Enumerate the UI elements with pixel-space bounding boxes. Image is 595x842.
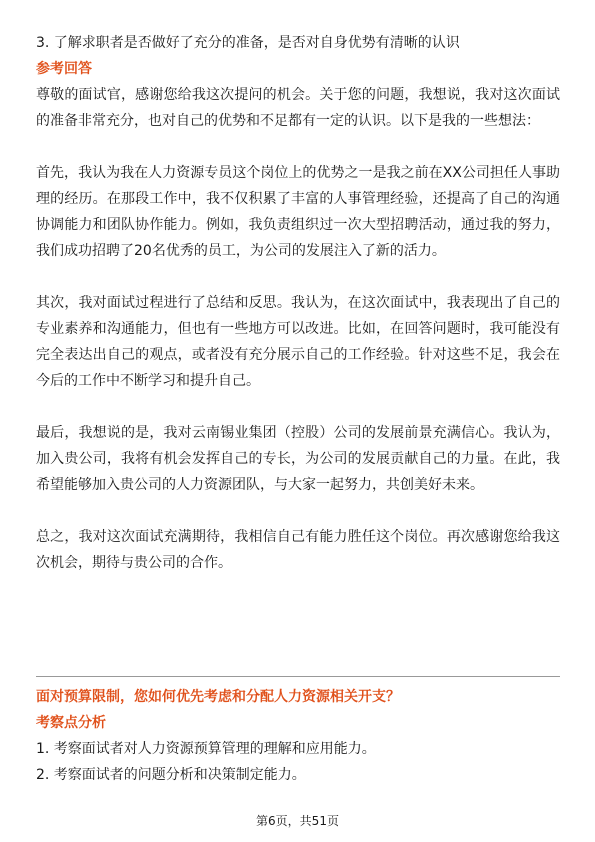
answer-paragraph-4: 总之，我对这次面试充满期待，我相信自己有能力胜任这个岗位。再次感谢您给我这次机会，期待与贵公司的合作。 <box>36 529 560 571</box>
page-footer: 第6页，共51页 <box>256 814 339 828</box>
answer-paragraph-3: 最后，我想说的是，我对云南锡业集团（控股）公司的发展前景充满信心。我认为，加入贵公司，我将有机会发挥自己的专长，为公司的发展贡献自己的力量。在此，我希望能够加入贵公司的人力资源团队，与大家一起努力，共创美好未来。 <box>36 425 560 493</box>
next-section <box>36 684 560 788</box>
section-divider <box>36 676 560 677</box>
answer-paragraph-1: 首先，我认为我在人力资源专员这个岗位上的优势之一是我之前在XX公司担任人事助理的经历。在那段工作中，我不仅积累了丰富的人事管理经验，还提高了自己的沟通协调能力和团队协作能力。例如，我负责组织过一次大型招聘活动，通过我的努力，我们成功招聘了20名优秀的员工，为公司的发展注入了新的活力。 <box>36 165 560 259</box>
analysis-item-2: 2. 考察面试者的问题分析和决策制定能力。 <box>36 767 306 783</box>
answer-paragraph-2: 其次，我对面试过程进行了总结和反思。我认为，在这次面试中，我表现出了自己的专业素养和沟通能力，但也有一些地方可以改进。比如，在回答问题时，我可能没有完全表达出自己的观点，或者没有充分展示自己的工作经验。针对这些不足，我会在今后的工作中不断学习和提升自己。 <box>36 295 560 389</box>
analysis-label: 考察点分析 <box>36 715 106 731</box>
page-content <box>36 30 560 576</box>
analysis-item-1: 1. 考察面试者对人力资源预算管理的理解和应用能力。 <box>36 741 376 757</box>
question-3: 3. 了解求职者是否做好了充分的准备，是否对自身优势有清晰的认识 <box>36 35 460 51</box>
answer-intro: 尊敬的面试官，感谢您给我这次提问的机会。关于您的问题，我想说，我对这次面试的准备非常充分，也对自己的优势和不足都有一定的认识。以下是我的一些想法： <box>36 87 560 129</box>
answer-label: 参考回答 <box>36 61 92 77</box>
next-question-title: 面对预算限制，您如何优先考虑和分配人力资源相关开支？ <box>36 689 400 705</box>
